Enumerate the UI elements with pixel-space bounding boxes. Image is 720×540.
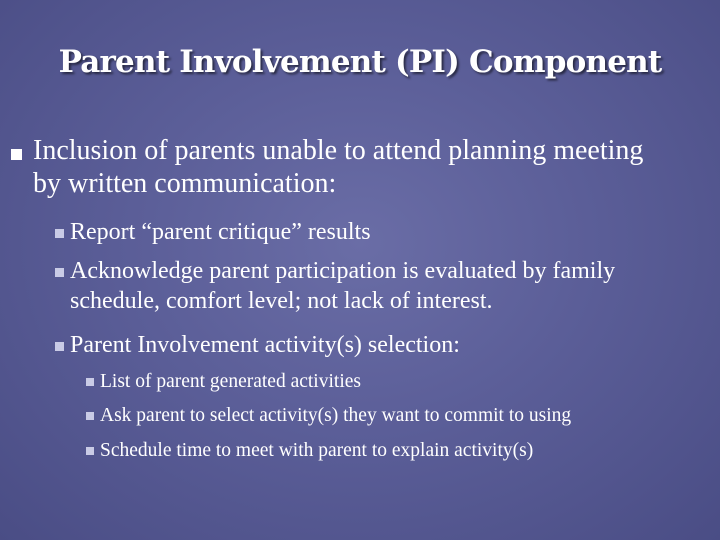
bullet-text: Schedule time to meet with parent to explain activity(s) [100,440,534,461]
square-bullet-icon [86,447,94,455]
square-bullet-icon [55,342,64,351]
bullet-text: Inclusion of parents unable to attend planning meeting by written communication: [33,135,644,199]
bullet-text: List of parent generated activities [100,371,361,392]
bullet-text: Ask parent to select activity(s) they want to commit to using [100,405,572,426]
square-bullet-icon [55,268,64,277]
square-bullet-icon [11,149,22,160]
bullet-text: Report “parent critique” results [70,219,371,245]
square-bullet-icon [86,412,94,420]
bullet-text: Parent Involvement activity(s) selection: [70,332,460,358]
bullet-text: Acknowledge parent participation is evaluated by family schedule, comfort level; not lack of interest. [70,258,616,314]
slide-title: Parent Involvement (PI) Component [58,44,662,80]
square-bullet-icon [55,229,64,238]
square-bullet-icon [86,378,94,386]
